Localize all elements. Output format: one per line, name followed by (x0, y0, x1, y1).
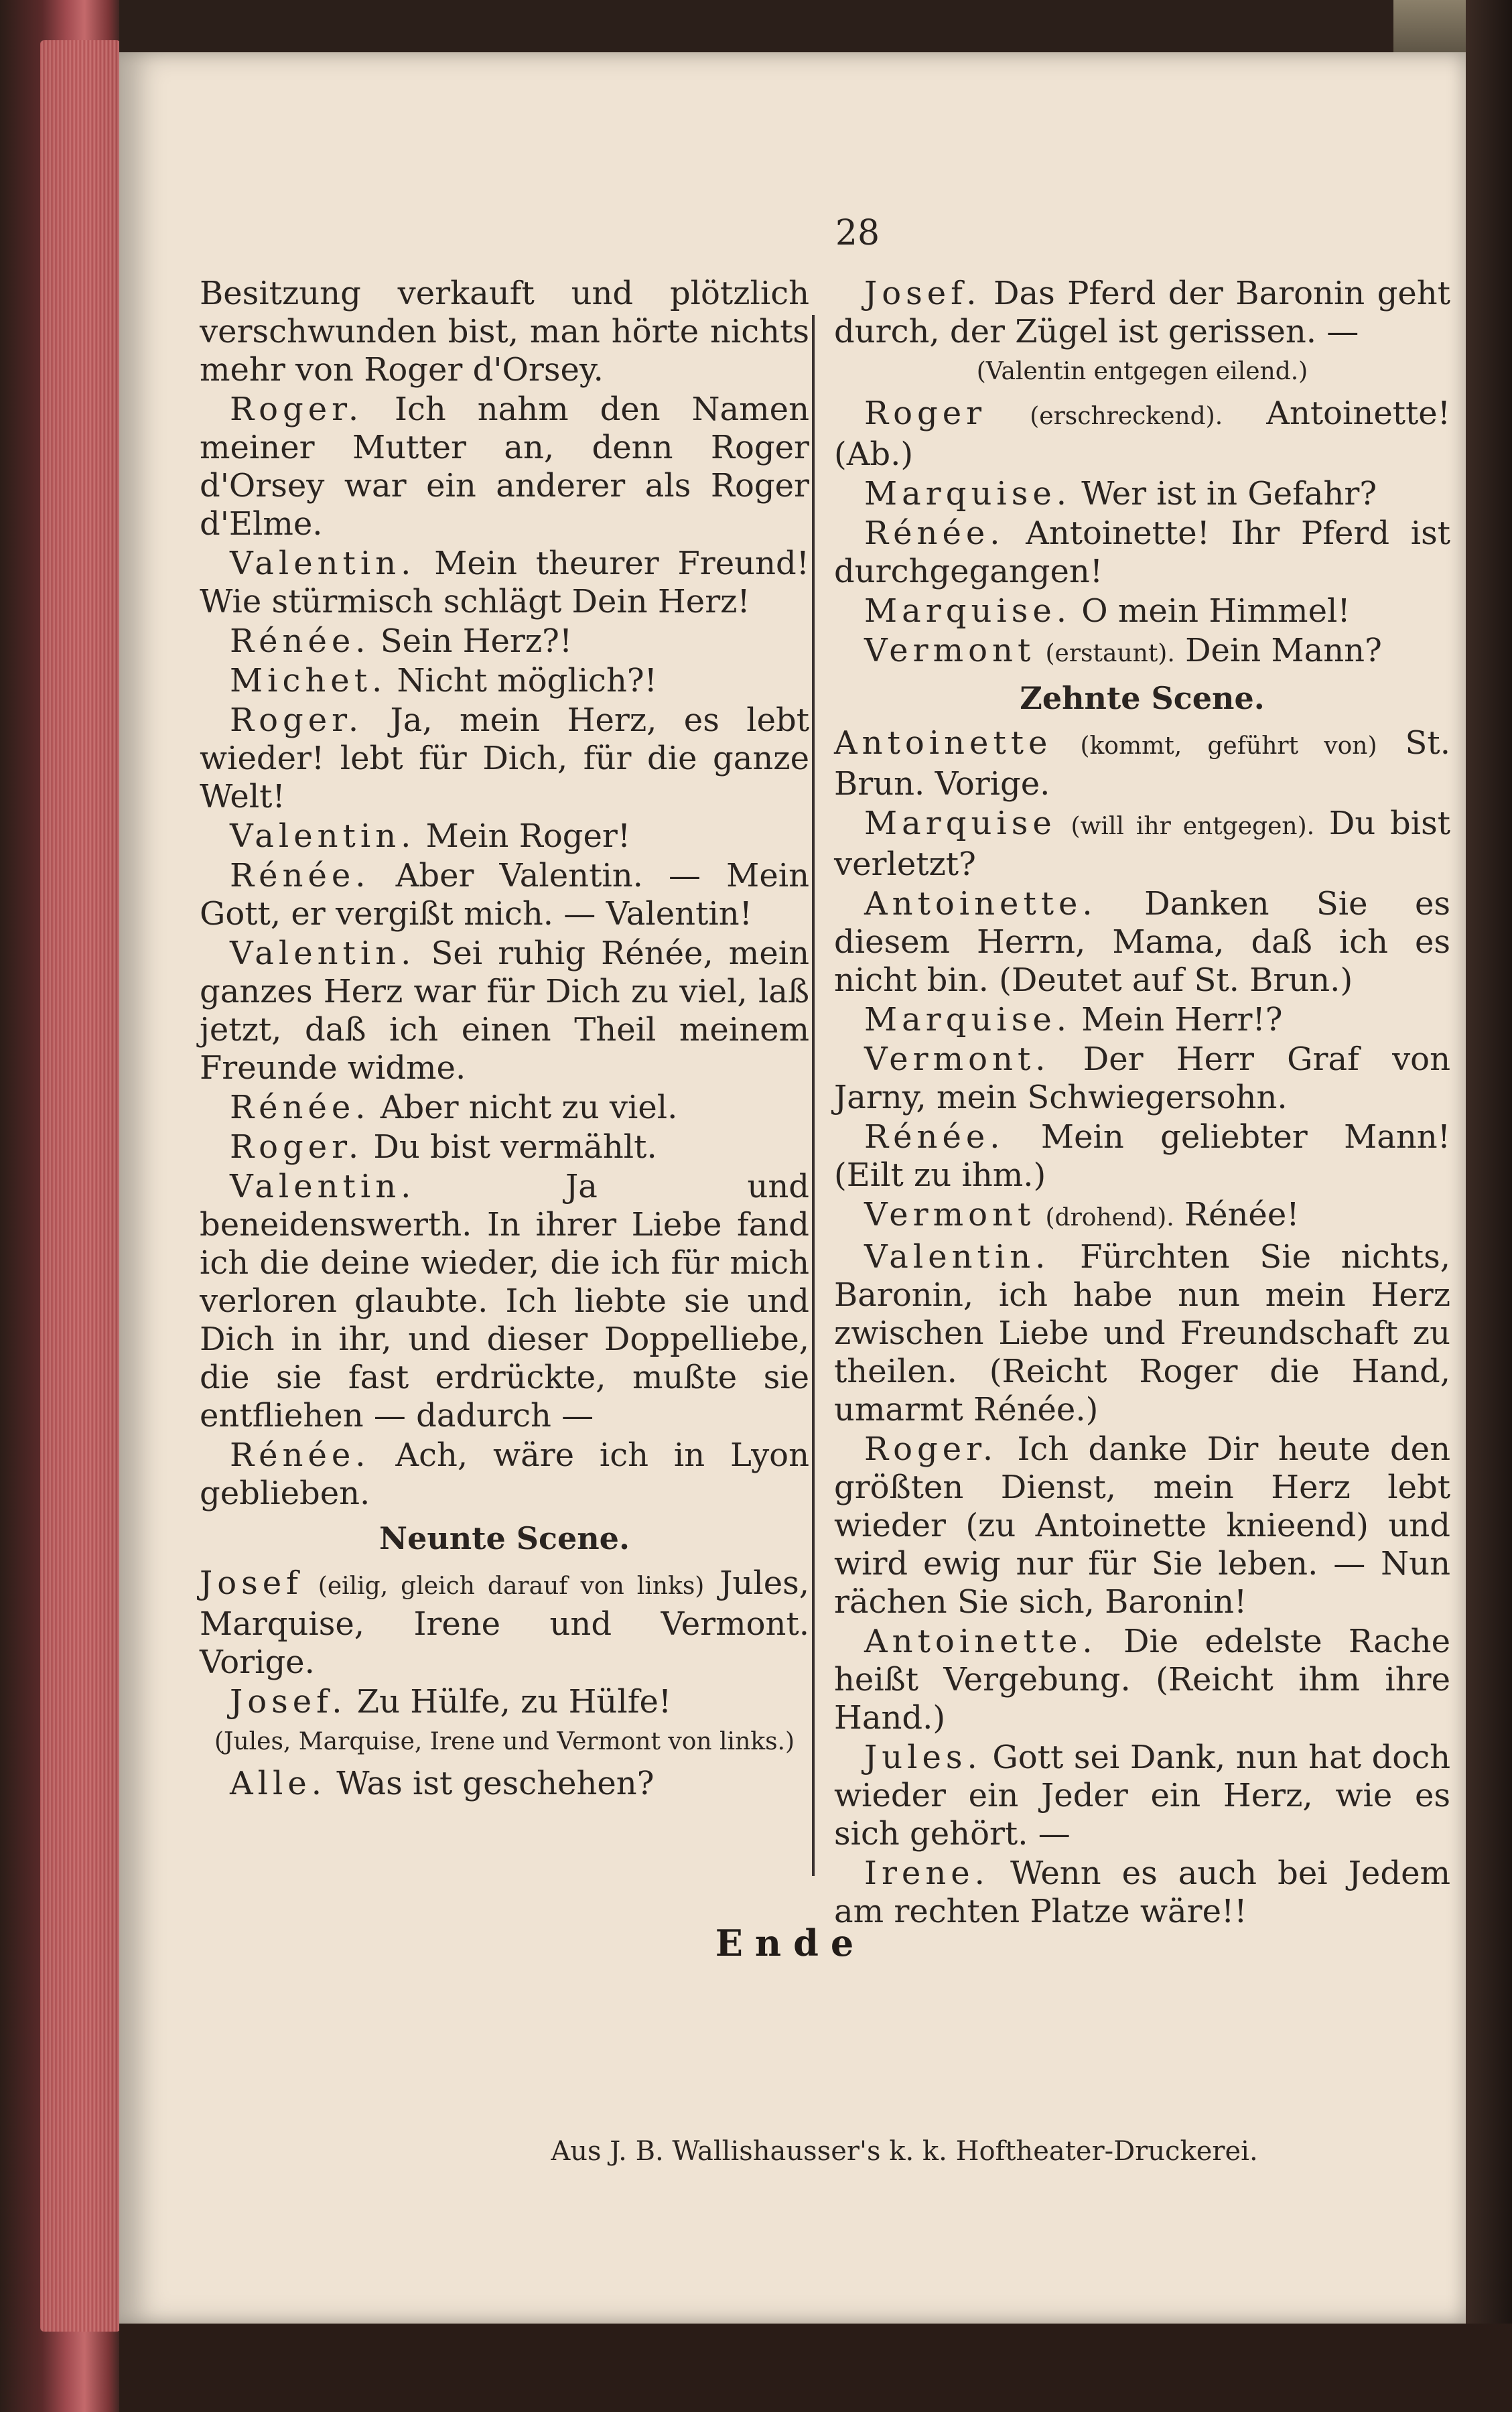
dialogue-paragraph (200, 1168, 809, 1435)
dialogue-text: Mein theurer Freund! Wie stürmisch schlägt Dein Herz! (200, 545, 810, 620)
speaker-name: Valentin. (864, 1238, 1050, 1276)
column-divider (812, 315, 815, 1876)
speaker-name: Roger. (864, 1430, 998, 1468)
speaker-name: Roger (864, 395, 987, 432)
speaker-name: Vermont. (864, 1041, 1050, 1078)
dialogue-paragraph (200, 857, 809, 933)
dialogue-text: Ja, mein Herz, es lebt wieder! lebt für Dich, für die ganze Welt! (200, 701, 809, 815)
dialogue-text: Fürchten Sie nichts, Baronin, ich habe nun mein Herz zwischen Liebe und Freundschaft zu theilen. (Reicht Roger die Hand, umarmt Rénée.) (834, 1238, 1450, 1428)
speaker-name: Rénée. (864, 1118, 1005, 1156)
speaker-name: Josef (200, 1564, 303, 1602)
speaker-name: Marquise. (864, 1001, 1071, 1038)
dialogue-paragraph (834, 515, 1450, 591)
dialogue-paragraph (200, 1765, 809, 1803)
speaker-name: Antoinette (834, 724, 1052, 762)
speaker-name: Rénée. (230, 622, 370, 660)
speaker-name: Rénée. (230, 857, 370, 894)
dialogue-text: Nicht möglich?! (397, 662, 657, 699)
dialogue-paragraph (834, 1739, 1450, 1853)
dialogue-paragraph (834, 1001, 1450, 1039)
page-number: 28 (835, 213, 880, 253)
speaker-name: Michet. (230, 662, 387, 699)
dialogue-text: Du bist vermählt. (373, 1128, 657, 1166)
speaker-name: Josef. (230, 1683, 347, 1721)
dialogue-text: O mein Himmel! (1081, 592, 1351, 630)
dialogue-text: Zu Hülfe, zu Hülfe! (356, 1683, 672, 1721)
speaker-name: Josef. (864, 275, 981, 312)
dialogue-paragraph (200, 1564, 809, 1682)
dialogue-text: Mein Roger! (425, 817, 631, 855)
dialogue-text: Gott sei Dank, nun hat doch wieder ein Jeder ein Herz, wie es sich gehört. — (834, 1739, 1450, 1853)
stage-direction: (Jules, Marquise, Irene und Vermont von links.) (214, 1728, 795, 1755)
dialogue-text: Die edelste Rache heißt Vergebung. (Reicht ihm ihre Hand.) (834, 1623, 1450, 1737)
speaker-name: Vermont (864, 632, 1036, 669)
speaker-name: Roger. (230, 1128, 364, 1166)
inline-stage-direction: (kommt, geführt von) (1080, 732, 1377, 760)
speaker-name: Valentin. (230, 935, 416, 972)
stage-direction: (Valentin entgegen eilend.) (976, 358, 1308, 385)
dialogue-text: Der Herr Graf von Jarny, mein Schwiegersohn. (834, 1041, 1450, 1116)
scan-background-bottom (119, 2324, 1512, 2412)
inline-stage-direction: (eilig, gleich darauf von links) (318, 1572, 705, 1600)
printer-imprint: Aus J. B. Wallishausser's k. k. Hoftheater-Druckerei. (551, 2136, 1258, 2167)
speaker-name: Antoinette. (864, 1623, 1097, 1660)
speaker-name: Jules. (864, 1739, 982, 1776)
dialogue-text: Jules, Marquise, Irene und Vermont. Vorige. (200, 1564, 809, 1681)
dialogue-paragraph (834, 475, 1450, 513)
speaker-name: Irene. (864, 1855, 989, 1892)
speaker-name: Valentin. (230, 817, 416, 855)
speaker-name: Roger. (230, 391, 364, 428)
speaker-name: Rénée. (230, 1436, 370, 1474)
dialogue-text: Dein Mann? (1185, 632, 1382, 669)
dialogue-text: St. Brun. Vorige. (834, 724, 1450, 803)
right-column (834, 275, 1450, 1932)
dialogue-paragraph (200, 545, 809, 621)
dialogue-paragraph (834, 1196, 1450, 1237)
dialogue-paragraph (834, 805, 1450, 884)
dialogue-paragraph (200, 1089, 809, 1127)
dialogue-paragraph (834, 1238, 1450, 1429)
left-column (200, 275, 809, 1804)
dialogue-text: Ja und beneidenswerth. In ihrer Liebe fand ich die deine wieder, die ich für mich verloren glaubte. Ich liebte sie und Dich in ihr, und dieser Doppelliebe, die sie fast erdrückte, mußte sie entfliehen — dadurch — (200, 1168, 809, 1434)
dialogue-paragraph (834, 1118, 1450, 1195)
dialogue-paragraph (834, 592, 1450, 630)
scene-heading: Zehnte Scene. (1020, 680, 1265, 716)
speaker-name: Roger. (230, 701, 364, 739)
dialogue-paragraph (200, 275, 809, 389)
speaker-name: Alle. (230, 1765, 327, 1802)
dialogue-paragraph (834, 724, 1450, 803)
dialogue-paragraph (834, 632, 1450, 673)
dialogue-paragraph (200, 1683, 809, 1721)
dialogue-text: Danken Sie es diesem Herrn, Mama, daß ich es nicht bin. (Deutet auf St. Brun.) (834, 885, 1450, 999)
dialogue-text: Aber Valentin. — Mein Gott, er vergißt mich. — Valentin! (200, 857, 809, 933)
dialogue-text: Was ist geschehen? (336, 1765, 655, 1802)
dialogue-text: Wer ist in Gefahr? (1081, 475, 1377, 513)
cover-edge (40, 40, 121, 2332)
dialogue-paragraph (200, 662, 809, 700)
speaker-name: Valentin. (230, 1168, 416, 1205)
dialogue-paragraph (834, 1855, 1450, 1931)
dialogue-text: Wenn es auch bei Jedem am rechten Platze wäre!! (834, 1855, 1450, 1930)
dialogue-text: Mein Herr!? (1081, 1001, 1283, 1038)
speaker-name: Rénée. (230, 1089, 370, 1126)
dialogue-paragraph (200, 391, 809, 543)
inline-stage-direction: (will ihr entgegen). (1071, 813, 1315, 840)
dialogue-text: Aber nicht zu viel. (380, 1089, 678, 1126)
speaker-name: Marquise. (864, 592, 1071, 630)
speaker-name: Marquise (864, 805, 1056, 842)
dialogue-paragraph (200, 622, 809, 661)
dialogue-paragraph (834, 1041, 1450, 1117)
speaker-name: Valentin. (230, 545, 416, 582)
dialogue-text: Mein geliebter Mann! (Eilt zu ihm.) (834, 1118, 1450, 1194)
dialogue-text: Das Pferd der Baronin geht durch, der Zügel ist gerissen. — (834, 275, 1451, 350)
dialogue-text: Du bist verletzt? (834, 805, 1450, 883)
speaker-name: Vermont (864, 1196, 1036, 1233)
inline-stage-direction: (erschreckend). (1030, 403, 1223, 430)
dialogue-paragraph (200, 1128, 809, 1166)
dialogue-paragraph (200, 817, 809, 856)
dialogue-paragraph (200, 701, 809, 816)
inline-stage-direction: (drohend). (1045, 1204, 1174, 1231)
dialogue-text: Ich nahm den Namen meiner Mutter an, denn Roger d'Orsey war ein anderer als Roger d'Elme. (200, 391, 809, 543)
scan-background-right (1466, 0, 1512, 2412)
dialogue-text: Ach, wäre ich in Lyon geblieben. (200, 1436, 809, 1512)
dialogue-text: Ich danke Dir heute den größten Dienst, mein Herz lebt wieder (zu Antoinette knieend) und wird ewig nur für Sie leben. — Nun rächen Sie sich, Baronin! (834, 1430, 1450, 1621)
dialogue-text: Sein Herz?! (380, 622, 573, 660)
dialogue-paragraph (834, 1430, 1450, 1621)
dialogue-paragraph (200, 935, 809, 1087)
dialogue-text: Rénée! (1184, 1196, 1300, 1233)
inline-stage-direction: (erstaunt). (1045, 640, 1175, 667)
dialogue-paragraph (200, 1436, 809, 1513)
dialogue-paragraph (834, 275, 1450, 351)
dialogue-text: Antoinette! (Ab.) (834, 395, 1450, 473)
scan-background-top (119, 0, 1512, 54)
dialogue-text: Sei ruhig Rénée, mein ganzes Herz war für Dich zu viel, laß jetzt, daß ich einen Theil meinem Freunde widme. (200, 935, 809, 1087)
dialogue-text: Besitzung verkauft und plötzlich verschwunden bist, man hörte nichts mehr von Roger d'Orsey. (200, 275, 809, 389)
book-cover (0, 0, 121, 2412)
dialogue-paragraph (834, 395, 1450, 474)
dialogue-paragraph (834, 885, 1450, 1000)
speaker-name: Rénée. (864, 515, 1005, 552)
scene-heading: Neunte Scene. (379, 1520, 630, 1556)
dialogue-text: Antoinette! Ihr Pferd ist durchgegangen! (834, 515, 1451, 590)
speaker-name: Marquise. (864, 475, 1071, 513)
ende-mark: Ende (715, 1922, 866, 1964)
dialogue-paragraph (834, 1623, 1450, 1737)
speaker-name: Antoinette. (864, 885, 1097, 923)
